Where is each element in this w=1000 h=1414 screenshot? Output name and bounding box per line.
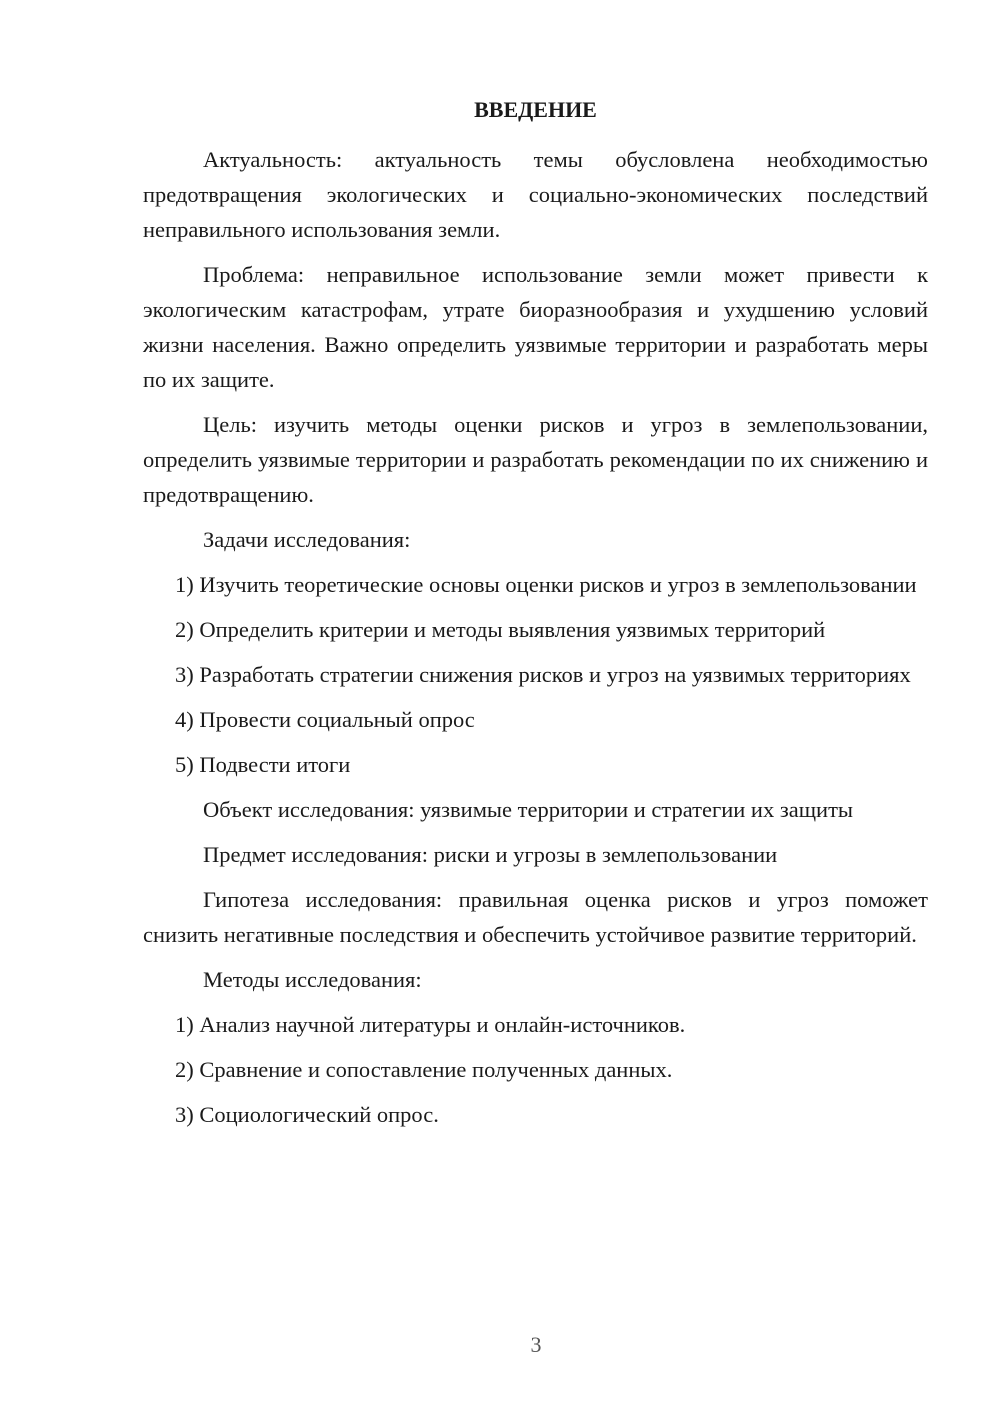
tasks-heading: Задачи исследования: [203,527,411,552]
method-item-3: 3) Социологический опрос. [175,1102,439,1127]
page-content [143,96,928,1142]
paragraph-subject: Предмет исследования: риски и угрозы в землепользовании [203,842,778,867]
methods-heading: Методы исследования: [203,967,422,992]
task-item-4: 4) Провести социальный опрос [175,707,475,732]
paragraph-problem: Проблема: неправильное использование земли может привести к экологическим катастрофам, утрате биоразнообразия и ухудшению условий жизни населения. Важно определить уязвимые территории и разработать меры по их защите. [143,262,928,392]
task-item-5: 5) Подвести итоги [175,752,351,777]
paragraph-relevance: Актуальность: актуальность темы обусловлена необходимостью предотвращения экологических и социально-экономических последствий неправильного использования земли. [143,147,928,242]
method-item-2: 2) Сравнение и сопоставление полученных данных. [175,1057,673,1082]
paragraph-hypothesis: Гипотеза исследования: правильная оценка рисков и угроз поможет снизить негативные последствия и обеспечить устойчивое развитие территорий. [143,887,928,947]
task-item-2: 2) Определить критерии и методы выявления уязвимых территорий [175,617,826,642]
paragraph-object: Объект исследования: уязвимые территории и стратегии их защиты [203,797,854,822]
method-item-1: 1) Анализ научной литературы и онлайн-источников. [175,1012,686,1037]
task-item-1: 1) Изучить теоретические основы оценки рисков и угроз в землепользовании [175,572,917,597]
paragraph-goal: Цель: изучить методы оценки рисков и угроз в землепользовании, определить уязвимые территории и разработать рекомендации по их снижению и предотвращению. [143,412,928,507]
page-number: 3 [530,1332,542,1357]
task-item-3: 3) Разработать стратегии снижения рисков и угроз на уязвимых территориях [175,662,911,687]
section-title: ВВЕДЕНИЕ [474,97,597,122]
